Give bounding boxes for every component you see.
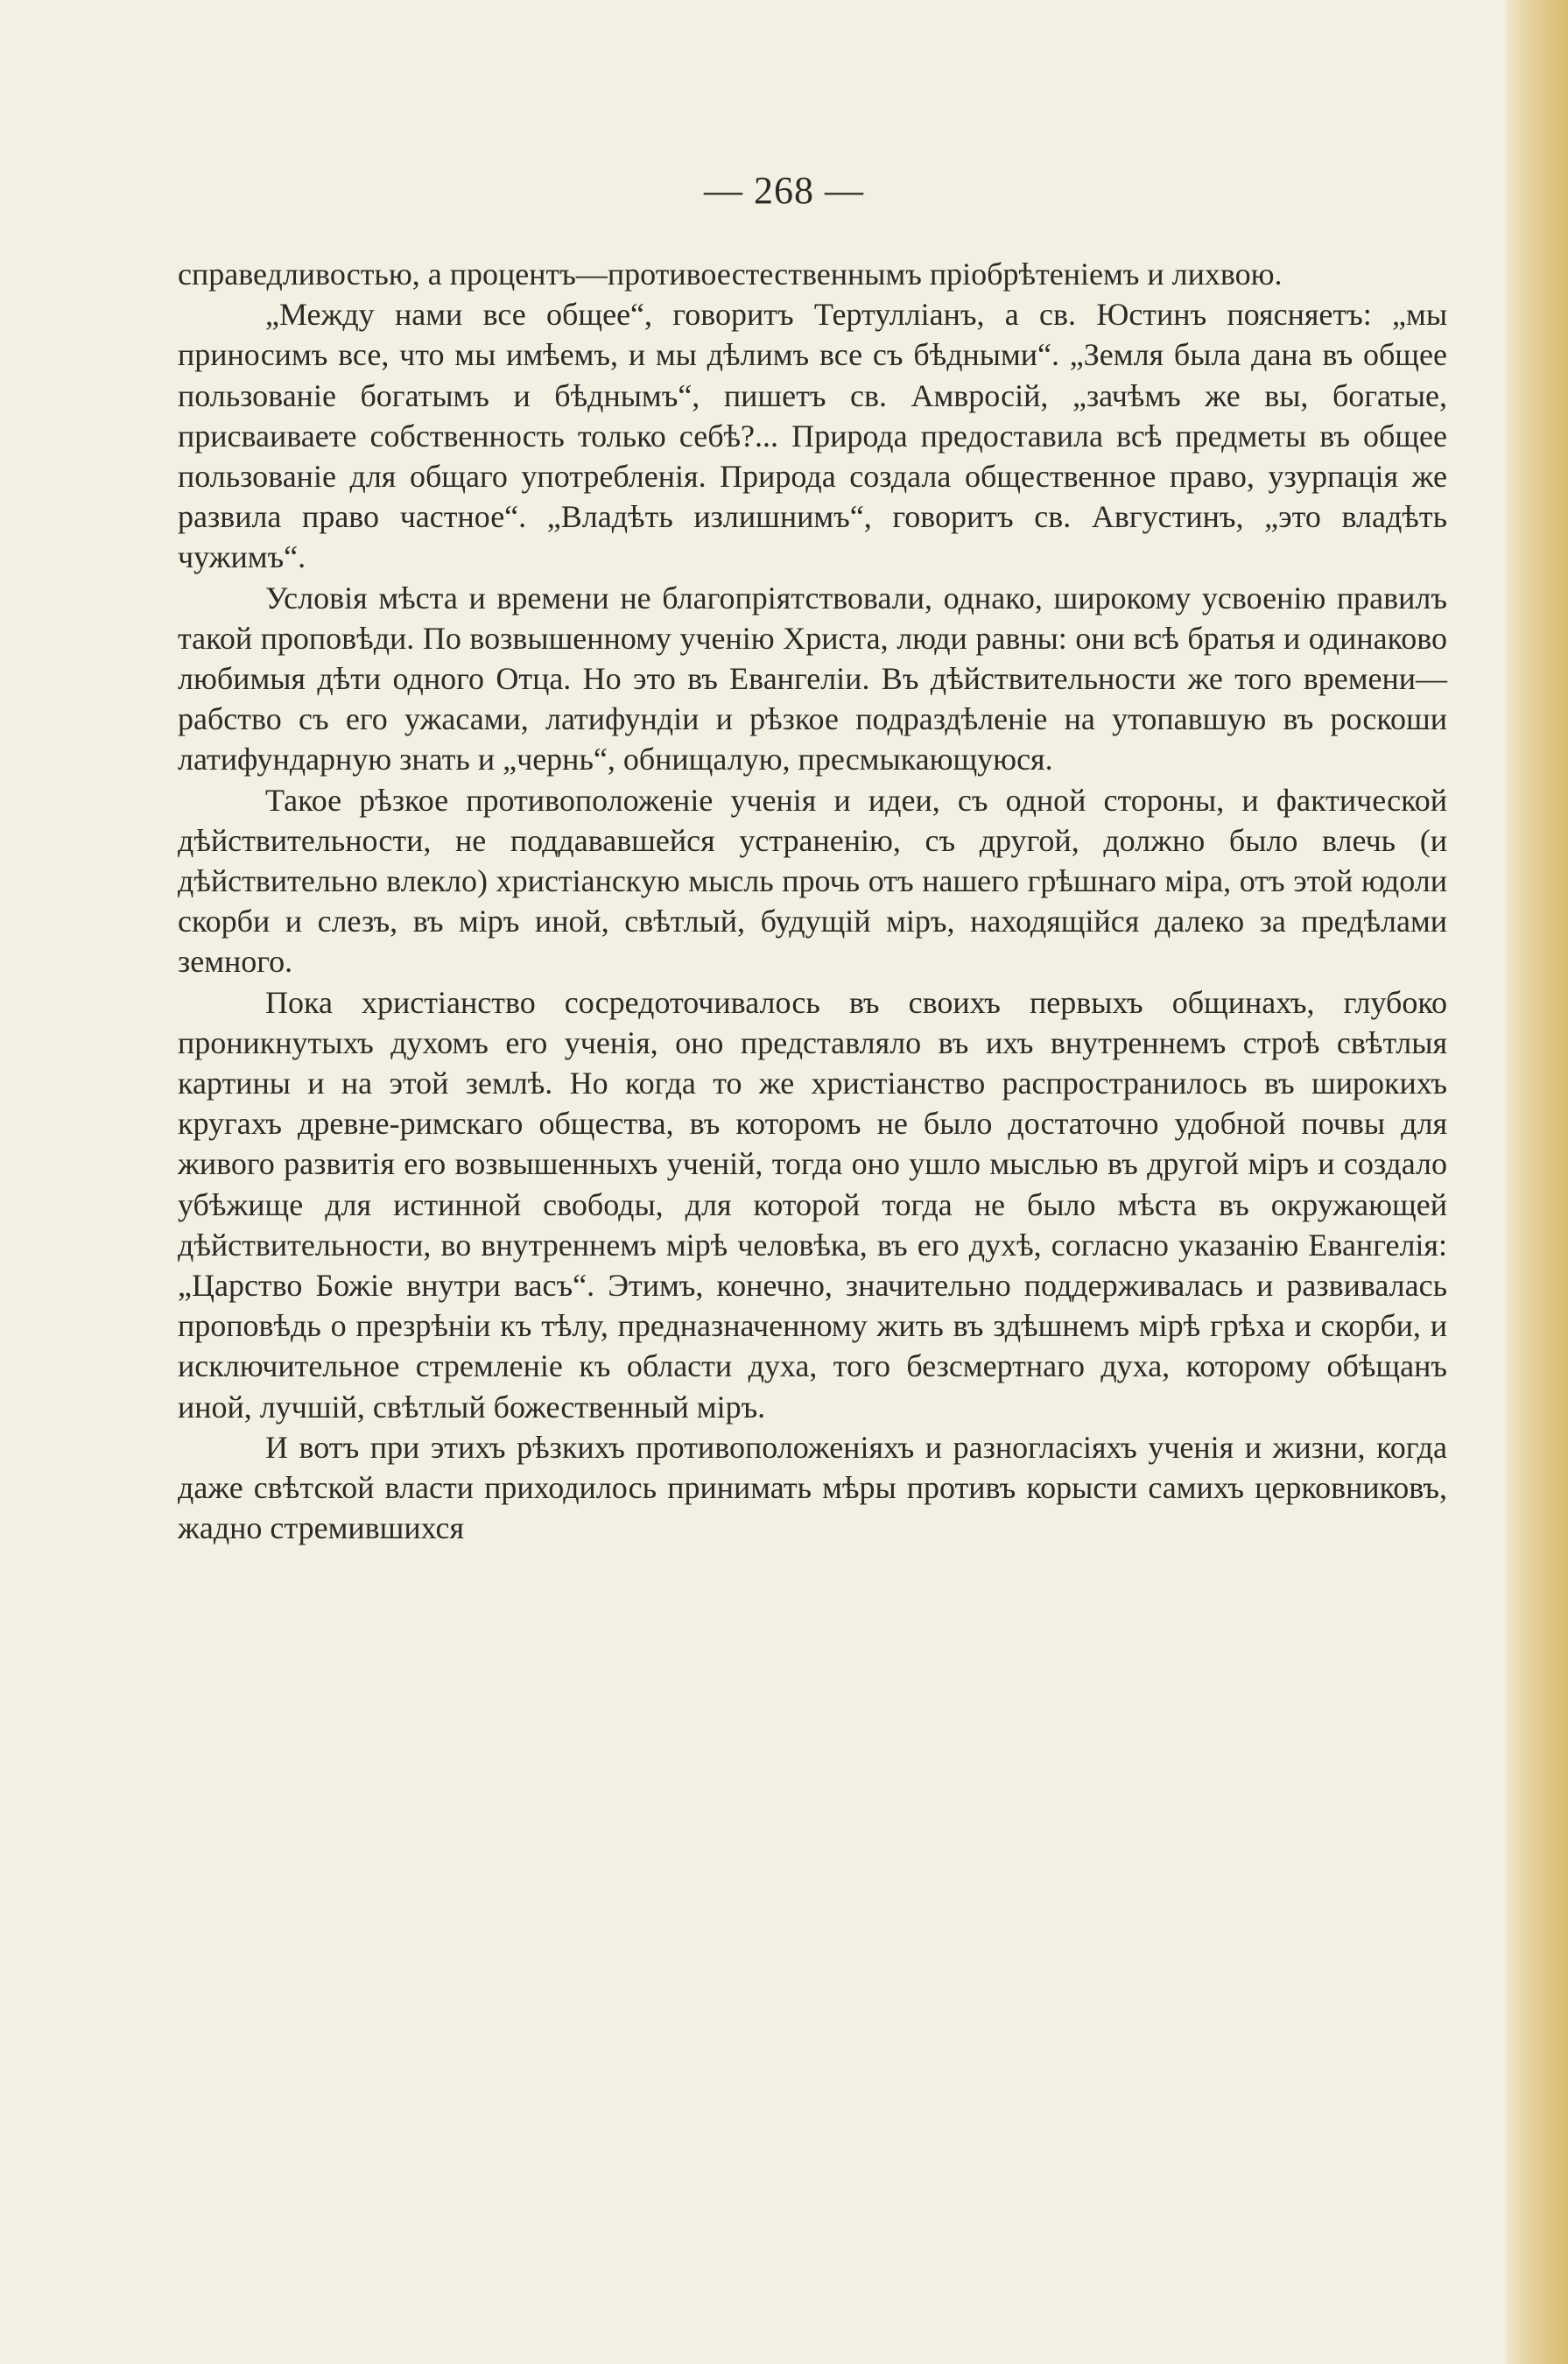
paragraph-2: „Между нами все общее“, говоритъ Тертулліанъ, а св. Юстинъ поясняетъ: „мы приносимъ все, что мы имѣемъ, и мы дѣлимъ все съ бѣдными“. „Земля была дана въ общее пользованіе богатымъ и бѣднымъ“, пишетъ св. Амвросій, „зачѣмъ же вы, богатые, присваиваете собственность только себѣ?... Природа предоставила всѣ предметы въ общее пользованіе для общаго употребленія. Природа создала общественное право, узурпація же развила право частное“. „Владѣть излишнимъ“, говоритъ св. Августинъ, „это владѣть чужимъ“.	[178, 297, 1447, 575]
paragraph-1: справедливостью, а процентъ—противоестественнымъ пріобрѣтеніемъ и лихвою.	[178, 257, 1283, 292]
page-edge	[1506, 0, 1568, 2364]
paragraph-6: И вотъ при этихъ рѣзкихъ противоположеніяхъ и разногласіяхъ ученія и жизни, когда даже свѣтской власти приходилось принимать мѣры противъ корысти самихъ церковниковъ, жадно стремившихся	[178, 1429, 1447, 1546]
paragraph-5: Пока христіанство сосредоточивалось въ своихъ первыхъ общинахъ, глубоко проникнутыхъ духомъ его ученія, оно представляло въ ихъ внутреннемъ строѣ свѣтлыя картины и на этой землѣ. Но когда то же христіанство распространилось въ широкихъ кругахъ древне-римскаго общества, въ которомъ не было достаточно удобной почвы для живого развитія его возвышенныхъ ученій, тогда оно ушло мыслью въ другой міръ и создало убѣжище для истинной свободы, для которой тогда не было мѣста въ окружающей дѣйствительности, во внутреннемъ мірѣ человѣка, въ его духѣ, согласно указанію Евангелія: „Царство Божіе внутри васъ“. Этимъ, конечно, значительно поддерживалась и развивалась проповѣдь о презрѣніи къ тѣлу, предназначенному жить въ здѣшнемъ мірѣ грѣха и скорби, и исключительное стремленіе къ области духа, того безсмертнаго духа, которому обѣщанъ иной, лучшій, свѣтлый божественный міръ.	[178, 984, 1447, 1425]
paragraph-4: Такое рѣзкое противоположеніе ученія и идеи, съ одной стороны, и фактической дѣйствительности, не поддававшейся устраненію, съ другой, должно было влечь (и дѣйствительно влекло) христіанскую мысль прочь отъ нашего грѣшнаго міра, отъ этой юдоли скорби и слезъ, въ міръ иной, свѣтлый, будущій міръ, находящійся далеко за предѣлами земного.	[178, 782, 1447, 980]
page-number: — 268 —	[704, 169, 864, 212]
body-text	[178, 254, 1447, 1549]
paragraph-3: Условія мѣста и времени не благопріятствовали, однако, широкому усвоенію правилъ такой проповѣди. По возвышенному ученію Христа, люди равны: они всѣ братья и одинаково любимыя дѣти одного Отца. Но это въ Евангеліи. Въ дѣйствительности же того времени—рабство съ его ужасами, латифундіи и рѣзкое подраздѣленіе на утопавшую въ роскоши латифундарную знать и „чернь“, обнищалую, пресмыкающуюся.	[178, 580, 1447, 777]
